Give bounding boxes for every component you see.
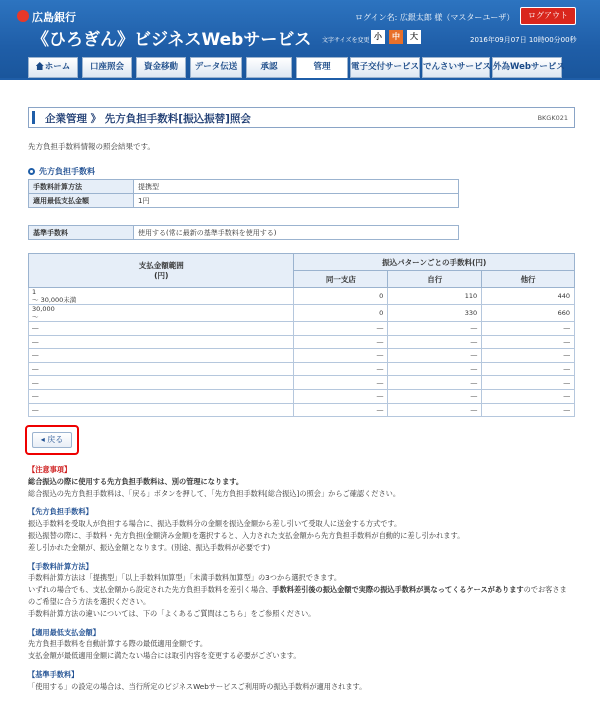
table-row <box>29 305 575 322</box>
tab-data-transmission[interactable]: データ伝送 <box>190 57 242 78</box>
col-own-bank-header: 自行 <box>388 271 482 288</box>
caution-line: 総合振込の際に使用する先方負担手数料は、別の管理になります。 <box>28 476 244 486</box>
col-pattern-header: 振込パターンごとの手数料(円) <box>294 254 575 271</box>
font-medium-button[interactable]: 中 <box>389 30 403 44</box>
tab-electronic-delivery[interactable]: 電子交付サービス <box>350 57 420 78</box>
other-bank-cell: ― <box>482 403 575 417</box>
note-heading: 【手数料計算方法】 <box>28 561 93 571</box>
bank-logo-icon <box>17 10 29 22</box>
same-branch-cell: ― <box>294 403 388 417</box>
tab-fund-transfer[interactable]: 資金移動 <box>136 57 186 78</box>
table-row <box>29 335 575 349</box>
col-range-header: 支払金額範囲 (円) <box>29 254 294 288</box>
page-title: 企業管理 》 先方負担手数料[振込振替]照会 <box>45 113 251 125</box>
same-branch-cell: ― <box>294 349 388 363</box>
same-branch-cell: ― <box>294 362 388 376</box>
table-row <box>29 362 575 376</box>
section-bullet-icon <box>28 168 35 175</box>
back-button-highlight <box>25 425 79 455</box>
calc-method-value: 提携型 <box>134 180 459 194</box>
same-branch-cell: ― <box>294 389 388 403</box>
range-cell: ― <box>29 335 294 349</box>
note-line: 支払金額が最低適用金額に満たない場合には取引内容を変更する必要がございます。 <box>28 651 301 661</box>
range-cell: 30,000 ～ <box>29 305 294 322</box>
section-title: 先方負担手数料 <box>28 166 95 177</box>
screen-id: BKGK021 <box>537 114 568 122</box>
own-bank-cell: ― <box>388 389 482 403</box>
min-amount-label: 適用最低支払金額 <box>29 194 134 208</box>
font-size-label: 文字サイズを変更 <box>322 37 370 44</box>
fee-range-table <box>28 253 575 417</box>
own-bank-cell: ― <box>388 362 482 376</box>
other-bank-cell: ― <box>482 335 575 349</box>
range-cell: ― <box>29 322 294 336</box>
font-large-button[interactable]: 大 <box>407 30 421 44</box>
range-cell: 1 ～ 30,000未満 <box>29 288 294 305</box>
caution-title: 【注意事項】 <box>28 465 72 474</box>
base-fee-value: 使用する(常に最新の基準手数料を使用する) <box>134 226 459 240</box>
own-bank-cell: ― <box>388 376 482 390</box>
range-cell: ― <box>29 389 294 403</box>
tab-account-inquiry[interactable]: 口座照会 <box>82 57 132 78</box>
login-name: ログイン名: 広銀太郎 様（マスターユーザ） <box>355 13 515 22</box>
tab-approval[interactable]: 承認 <box>246 57 292 78</box>
title-accent <box>32 111 35 124</box>
note-line: 「使用する」の設定の場合は、当行所定のビジネスWebサービスご利用時の振込手数料が適用されます。 <box>28 681 367 691</box>
page-description: 先方負担手数料情報の照会結果です。 <box>28 142 155 151</box>
calc-method-label: 手数料計算方法 <box>29 180 134 194</box>
base-fee-table <box>28 225 459 240</box>
bank-name: 広島銀行 <box>32 11 76 24</box>
note-heading: 【適用最低支払金額】 <box>28 627 100 637</box>
base-fee-label: 基準手数料 <box>29 226 134 240</box>
own-bank-cell: ― <box>388 335 482 349</box>
same-branch-cell: 0 <box>294 305 388 322</box>
tab-forex[interactable]: 外為Webサービス <box>492 57 562 78</box>
table-row <box>29 288 575 305</box>
other-bank-cell: ― <box>482 349 575 363</box>
table-row <box>29 349 575 363</box>
own-bank-cell: 110 <box>388 288 482 305</box>
same-branch-cell: ― <box>294 376 388 390</box>
table-row <box>29 180 459 194</box>
same-branch-cell: 0 <box>294 288 388 305</box>
note-heading: 【先方負担手数料】 <box>28 507 93 517</box>
note-heading: 【基準手数料】 <box>28 669 79 679</box>
own-bank-cell: ― <box>388 322 482 336</box>
range-cell: ― <box>29 349 294 363</box>
table-row <box>29 376 575 390</box>
table-row <box>29 389 575 403</box>
other-bank-cell: 440 <box>482 288 575 305</box>
other-bank-cell: ― <box>482 362 575 376</box>
range-cell: ― <box>29 376 294 390</box>
own-bank-cell: ― <box>388 403 482 417</box>
col-same-branch-header: 同一支店 <box>294 271 388 288</box>
same-branch-cell: ― <box>294 335 388 349</box>
font-small-button[interactable]: 小 <box>371 30 385 44</box>
note-line: 振込振替の際に、手数料・先方負担(金額済み金額)を選択すると、入力された支払金額から先方負担手数料が自動的に差し引かれます。 <box>28 530 465 540</box>
table-row <box>29 403 575 417</box>
note-line: 振込手数料を受取人が負担する場合に、振込手数料分の金額を振込金額から差し引いて受取人に送金する方式です。 <box>28 519 402 529</box>
range-cell: ― <box>29 403 294 417</box>
table-row <box>29 226 459 240</box>
note-line: 先方負担手数料を自動計算する際の最低適用金額です。 <box>28 639 208 649</box>
own-bank-cell: ― <box>388 349 482 363</box>
datetime: 2016年09月07日 10時00分00秒 <box>470 36 577 44</box>
table-row <box>29 322 575 336</box>
own-bank-cell: 330 <box>388 305 482 322</box>
tab-management[interactable]: 管理 <box>296 57 348 78</box>
service-name: 《ひろぎん》ビジネスWebサービス <box>32 30 312 50</box>
note-line: のご希望に合う方法を選択ください。 <box>28 596 151 606</box>
col-other-bank-header: 他行 <box>482 271 575 288</box>
tab-divider <box>0 78 600 80</box>
tab-home[interactable]: ホーム <box>28 57 78 78</box>
range-cell: ― <box>29 362 294 376</box>
min-amount-value: 1円 <box>134 194 459 208</box>
caution-line: 総合振込の先方負担手数料は、「戻る」ボタンを押して、「先方負担手数料[総合振込]の照会」からご確認ください。 <box>28 488 401 498</box>
other-bank-cell: 660 <box>482 305 575 322</box>
page-title-box <box>28 107 575 128</box>
note-line: 手数料計算方法は「提携型」「以上手数料加算型」「未満手数料加算型」の3つから選択できます。 <box>28 573 342 583</box>
note-line: 手数料計算方法の違いについては、下の「よくあるご質問はこちら」をご参照ください。 <box>28 608 316 618</box>
notes <box>28 464 593 693</box>
same-branch-cell: ― <box>294 322 388 336</box>
note-line: いずれの場合でも、支払金額から設定された先方負担手数料を差引く場合、手数料差引後の振込金額で実際の振込手数料が異なってくるケースがありますのでお客さま <box>28 585 567 595</box>
back-button[interactable]: ◂ 戻る <box>32 432 72 448</box>
other-bank-cell: ― <box>482 389 575 403</box>
tab-densai[interactable]: でんさいサービス <box>422 57 490 78</box>
logout-button[interactable]: ログアウト <box>520 7 576 25</box>
other-bank-cell: ― <box>482 322 575 336</box>
fee-settings-table <box>28 179 459 208</box>
home-icon <box>36 62 44 70</box>
table-row <box>29 194 459 208</box>
other-bank-cell: ― <box>482 376 575 390</box>
note-line: 差し引かれた金額が、振込金額となります。(別途、振込手数料が必要です) <box>28 542 271 552</box>
